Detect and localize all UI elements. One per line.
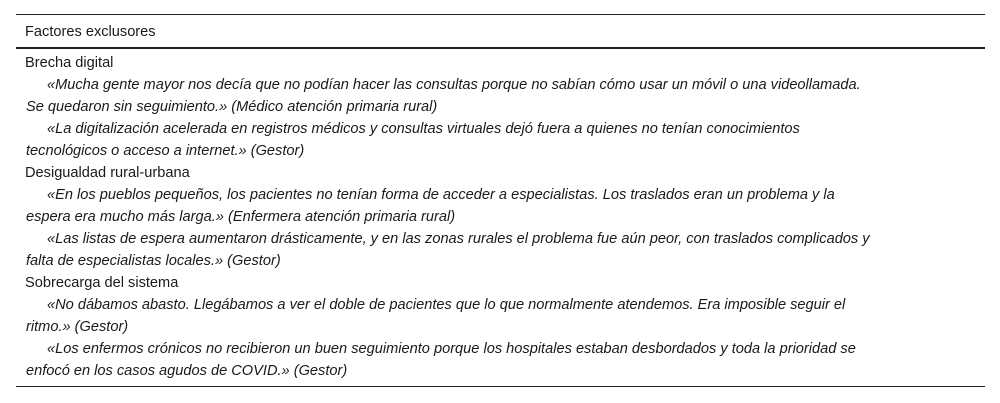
table-body: [16, 49, 985, 386]
quote-line: «En los pueblos pequeños, los pacientes no tenían forma de acceder a especialistas. Los traslados eran un problema y la: [47, 187, 835, 203]
category-brecha-digital: Brecha digital: [25, 55, 114, 71]
quote-line: «Las listas de espera aumentaron drásticamente, y en las zonas rurales el problema fue aún peor, con traslados complicados y: [47, 231, 870, 247]
quote-line: «Mucha gente mayor nos decía que no podían hacer las consultas porque no sabían cómo usar un móvil o una videollamada.: [47, 77, 861, 93]
quote-line: falta de especialistas locales.» (Gestor): [26, 253, 281, 269]
quote-line: «La digitalización acelerada en registros médicos y consultas virtuales dejó fuera a quienes no tenían conocimientos: [47, 121, 800, 137]
quote-item: [16, 338, 985, 382]
table-bottom-rule: [16, 386, 985, 387]
quote-item: [16, 184, 985, 228]
quote-line: Se quedaron sin seguimiento.» (Médico atención primaria rural): [26, 99, 438, 115]
table-header: Factores exclusores: [25, 24, 156, 40]
quote-line: ritmo.» (Gestor): [26, 319, 129, 335]
quote-item: [16, 118, 985, 162]
quote-line: «No dábamos abasto. Llegábamos a ver el doble de pacientes que lo que normalmente atendemos. Era imposible seguir el: [47, 297, 846, 313]
quote-item: [16, 228, 985, 272]
quote-line: espera era mucho más larga.» (Enfermera atención primaria rural): [26, 209, 456, 225]
quote-line: tecnológicos o acceso a internet.» (Gestor): [26, 143, 305, 159]
category-desigualdad-rural-urbana: Desigualdad rural-urbana: [25, 165, 190, 181]
quote-line: enfocó en los casos agudos de COVID.» (Gestor): [26, 363, 348, 379]
quote-line: «Los enfermos crónicos no recibieron un buen seguimiento porque los hospitales estaban desbordados y toda la prioridad se: [47, 341, 856, 357]
quote-item: [16, 294, 985, 338]
quotes-table: [16, 14, 985, 387]
quote-item: [16, 74, 985, 118]
category-sobrecarga-del-sistema: Sobrecarga del sistema: [25, 275, 179, 291]
